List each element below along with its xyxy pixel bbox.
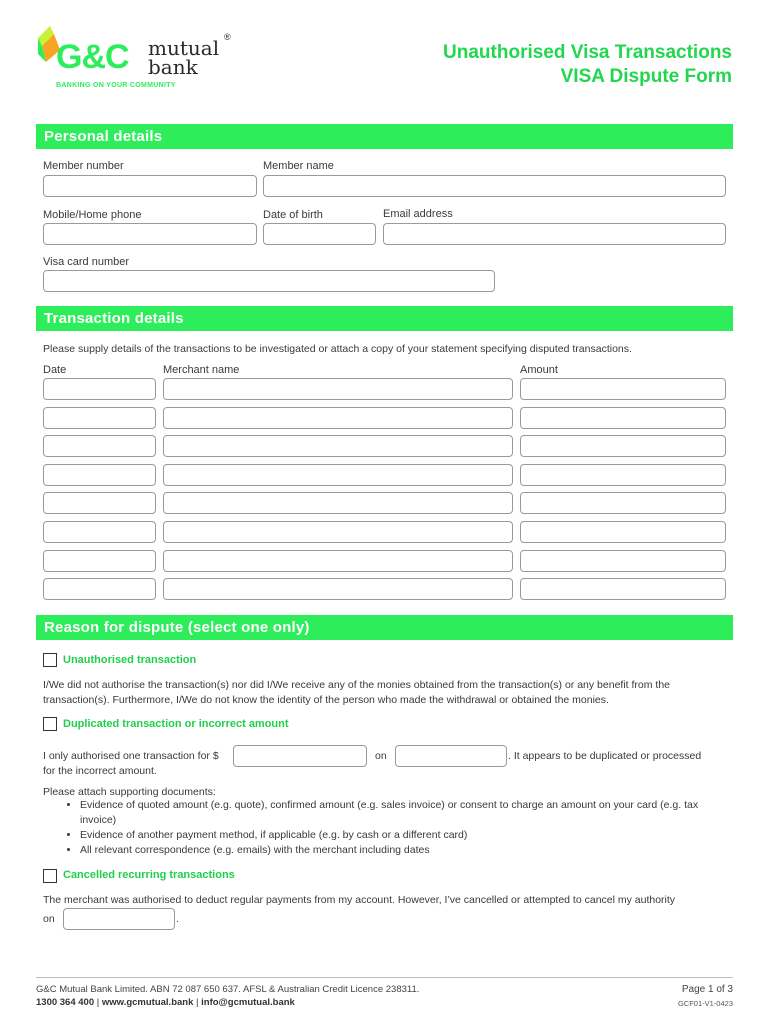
page-title-line1: Unauthorised Visa Transactions	[443, 42, 732, 63]
cancelled-on-text: on	[43, 913, 55, 925]
amount-field[interactable]	[520, 464, 726, 486]
merchant-field[interactable]	[163, 435, 513, 457]
section-personal-details	[36, 124, 733, 149]
page-number: Page 1 of 3	[681, 984, 733, 995]
member-name-label: Member name	[263, 160, 334, 172]
amount-field[interactable]	[520, 578, 726, 600]
amount-field[interactable]	[520, 521, 726, 543]
merchant-field[interactable]	[163, 378, 513, 400]
footer-separator: |	[96, 997, 100, 1008]
merchant-field[interactable]	[163, 464, 513, 486]
cancelled-recurring-option-label: Cancelled recurring transactions	[63, 869, 235, 881]
unauthorised-checkbox[interactable]	[43, 653, 57, 667]
unauthorised-description: I/We did not authorise the transaction(s) nor did I/We receive any of the monies obtained from the transaction(s) or any benefit from the transaction(s). Furthermore, I/We do not know the identity of the person who made the withdrawal or obtained the monies.	[43, 679, 671, 706]
duplicated-date-field[interactable]	[395, 745, 507, 767]
list-item: • All relevant correspondence (e.g. emails) with the merchant including dates	[80, 843, 730, 858]
member-number-field[interactable]	[43, 175, 257, 197]
page-title-line2: VISA Dispute Form	[560, 66, 732, 87]
phone-field[interactable]	[43, 223, 257, 245]
member-name-field[interactable]	[263, 175, 726, 197]
date-field[interactable]	[43, 435, 156, 457]
footer-legal: G&C Mutual Bank Limited. ABN 72 087 650 637. AFSL & Australian Credit Licence 238311.	[36, 984, 420, 995]
merchant-field[interactable]	[163, 521, 513, 543]
logo-main-text: G&C	[56, 38, 129, 76]
visa-card-field[interactable]	[43, 270, 495, 292]
merchant-field[interactable]	[163, 492, 513, 514]
section-heading: Personal details	[44, 128, 163, 145]
duplicated-amount-suffix: . It appears to be duplicated or processed	[508, 750, 702, 762]
cancelled-recurring-description: The merchant was authorised to deduct regular payments from my account. However, I’ve cancelled or attempted to cancel my authority	[43, 894, 676, 906]
email-field[interactable]	[383, 223, 726, 245]
list-item: • Evidence of quoted amount (e.g. quote), confirmed amount (e.g. sales invoice) or consent to charge an amount on your card (e.g. tax invoice)	[80, 798, 730, 828]
form-code: GCF01-V1-0423	[677, 999, 733, 1008]
date-field[interactable]	[43, 521, 156, 543]
date-field[interactable]	[43, 378, 156, 400]
footer-divider	[36, 977, 733, 978]
visa-card-label: Visa card number	[43, 256, 130, 268]
duplicated-amount-line2: for the incorrect amount.	[43, 765, 157, 777]
merchant-field[interactable]	[163, 578, 513, 600]
date-field[interactable]	[43, 407, 156, 429]
footer-email-link[interactable]: info@gcmutual.bank	[201, 997, 295, 1008]
logo	[36, 24, 236, 94]
logo-registered-mark: ®	[224, 32, 231, 42]
cancelled-period: .	[176, 913, 179, 925]
dob-label: Date of birth	[263, 209, 323, 221]
attach-documents-heading: Please attach supporting documents:	[43, 786, 216, 798]
date-field[interactable]	[43, 464, 156, 486]
section-transaction-details	[36, 306, 733, 331]
unauthorised-option-label: Unauthorised transaction	[63, 654, 197, 666]
amount-field[interactable]	[520, 492, 726, 514]
date-field[interactable]	[43, 492, 156, 514]
logo-tagline: BANKING ON YOUR COMMUNITY	[56, 82, 176, 89]
section-heading: Transaction details	[44, 310, 184, 327]
amount-field[interactable]	[520, 435, 726, 457]
duplicated-checkbox[interactable]	[43, 717, 57, 731]
dob-field[interactable]	[263, 223, 376, 245]
column-amount-label: Amount	[520, 364, 558, 376]
transactions-instruction: Please supply details of the transactions to be investigated or attach a copy of your statement specifying disputed transactions.	[43, 343, 632, 355]
cancelled-recurring-checkbox[interactable]	[43, 869, 57, 883]
duplicated-on-text: on	[375, 750, 387, 762]
logo-word-bank: bank	[148, 55, 198, 79]
merchant-field[interactable]	[163, 407, 513, 429]
cancelled-date-field[interactable]	[63, 908, 175, 930]
logo-word-mutual: mutual	[148, 36, 220, 60]
email-label: Email address	[383, 208, 453, 220]
footer-separator: |	[196, 997, 199, 1008]
duplicated-amount-prefix: I only authorised one transaction for $	[43, 750, 219, 762]
column-date-label: Date	[43, 364, 67, 376]
amount-field[interactable]	[520, 378, 726, 400]
phone-label: Mobile/Home phone	[43, 209, 142, 221]
amount-field[interactable]	[520, 550, 726, 572]
date-field[interactable]	[43, 550, 156, 572]
column-merchant-label: Merchant name	[163, 364, 240, 376]
duplicated-option-label: Duplicated transaction or incorrect amount	[63, 718, 289, 730]
list-item: • Evidence of another payment method, if applicable (e.g. by cash or a different card)	[80, 828, 730, 843]
footer-contacts	[36, 997, 295, 1008]
amount-field[interactable]	[520, 407, 726, 429]
supporting-documents-list	[42, 798, 730, 858]
footer-website-link[interactable]: www.gcmutual.bank	[101, 997, 194, 1008]
section-reason-for-dispute	[36, 615, 733, 640]
date-field[interactable]	[43, 578, 156, 600]
merchant-field[interactable]	[163, 550, 513, 572]
member-number-label: Member number	[43, 160, 124, 172]
section-heading: Reason for dispute (select one only)	[44, 619, 310, 636]
duplicated-amount-field[interactable]	[233, 745, 367, 767]
footer-phone: 1300 364 400	[36, 997, 95, 1008]
